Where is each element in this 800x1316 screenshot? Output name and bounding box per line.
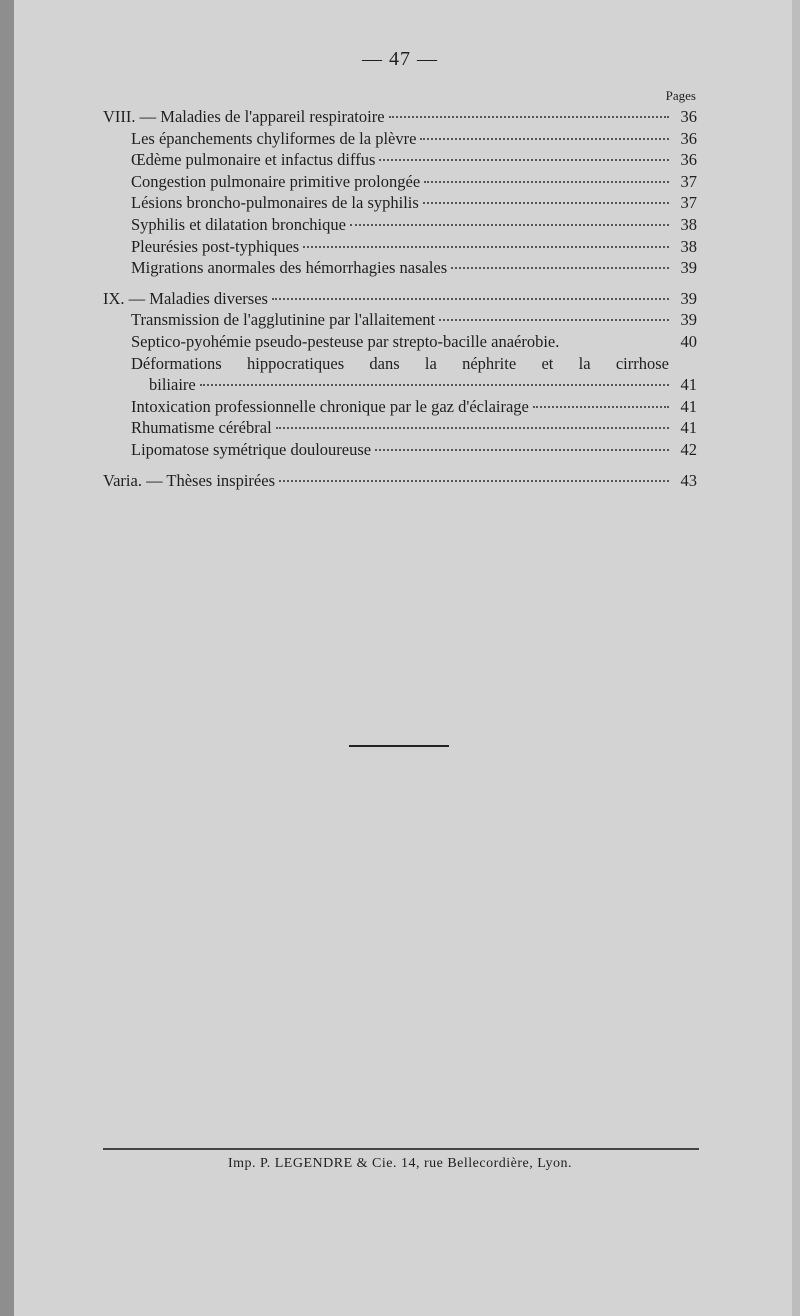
title-word: dans (369, 353, 400, 373)
toc-entry-page: 36 (680, 107, 697, 126)
dot-leader (424, 181, 669, 183)
toc-entry-page: 37 (680, 171, 697, 191)
dot-leader (389, 116, 669, 118)
toc-entry-page: 40 (680, 331, 697, 351)
toc-entry-title: Intoxication professionnelle chronique par le gaz d'éclairage (131, 396, 529, 416)
title-word: la (424, 353, 437, 373)
toc-entry-page: 39 (680, 258, 697, 278)
toc-entry (103, 236, 697, 258)
toc-entry-page: 38 (680, 236, 697, 256)
toc-chapter-varia (103, 470, 697, 492)
toc-chapter-ix (103, 288, 697, 310)
dot-leader (439, 319, 669, 321)
footer-rule (103, 1148, 699, 1150)
toc-entry (103, 257, 697, 279)
dot-leader (276, 427, 669, 429)
toc-entry-title: Transmission de l'agglutinine par l'allaitement (131, 310, 436, 330)
toc-entry (103, 128, 697, 150)
toc-entry-page: 38 (680, 214, 697, 234)
toc-entry-title: VIII. — Maladies de l'appareil respiratoire (103, 107, 385, 126)
toc-entry (103, 417, 697, 439)
toc-entry-title: Rhumatisme cérébral (131, 418, 272, 438)
toc-entry-title: Lésions broncho-pulmonaires de la syphilis (131, 193, 419, 213)
toc-entry (103, 439, 697, 461)
dot-leader (375, 449, 669, 451)
printer-imprint: Imp. P. LEGENDRE & Cie. 14, rue Bellecordière, Lyon. (227, 1156, 573, 1171)
title-word: cirrhose (615, 353, 669, 373)
toc-entry-title: Les épanchements chyliformes de la plèvre (131, 128, 417, 148)
dot-leader (420, 138, 669, 140)
dot-leader (350, 224, 669, 226)
toc-entry-page: 39 (680, 288, 697, 308)
toc-entry-title: Migrations anormales des hémorrhagies nasales (131, 258, 448, 278)
toc-entry-page: 41 (680, 375, 697, 395)
title-word: hippocratiques (247, 353, 345, 373)
page-number: — 47 — (362, 48, 438, 70)
dot-leader (379, 159, 669, 161)
toc-entry (103, 309, 697, 331)
toc-entry-page: 36 (680, 150, 697, 170)
toc-entry (103, 149, 697, 171)
toc-entry-title: Syphilis et dilatation bronchique (131, 214, 346, 234)
dot-leader (200, 384, 669, 386)
toc-entry-title: Lipomatose symétrique douloureuse (131, 439, 372, 459)
toc-entry-page: 41 (680, 418, 697, 438)
toc-entry (103, 214, 697, 236)
center-divider (349, 745, 449, 747)
toc-entry (103, 396, 697, 418)
dot-leader (423, 202, 669, 204)
toc-chapter-viii (103, 106, 697, 128)
pages-column-header: Pages (665, 88, 696, 103)
dot-leader (451, 267, 669, 269)
toc-entry-title: Œdème pulmonaire et infactus diffus (131, 150, 376, 170)
toc-entry (103, 171, 697, 193)
toc-entry-title-line2 (131, 374, 697, 396)
toc-entry-title: Septico-pyohémie pseudo-pesteuse par strepto-bacille anaérobie. (131, 331, 560, 351)
toc-entry-continuation: biliaire (149, 375, 196, 395)
toc-entry-wrapped (103, 353, 697, 396)
table-of-contents (103, 106, 697, 491)
toc-entry (103, 331, 697, 353)
toc-entry-title-line1 (131, 353, 697, 375)
toc-entry (103, 192, 697, 214)
scan-edge-right (792, 0, 800, 1316)
dot-leader (279, 480, 669, 482)
dot-leader (533, 406, 669, 408)
toc-entry-page: 36 (680, 128, 697, 148)
toc-entry-page: 43 (680, 470, 697, 490)
toc-entry-title: Pleurésies post-typhiques (131, 236, 300, 256)
toc-entry-page: 42 (680, 439, 697, 459)
title-word: Déformations (131, 353, 222, 373)
toc-entry-title: Congestion pulmonaire primitive prolongée (131, 171, 421, 191)
title-word: et (541, 353, 554, 373)
dot-leader (303, 246, 669, 248)
toc-entry-page: 37 (680, 193, 697, 213)
toc-entry-page: 39 (680, 310, 697, 330)
dot-leader (272, 298, 669, 300)
toc-entry-title: IX. — Maladies diverses (103, 288, 268, 308)
title-word: néphrite (462, 353, 517, 373)
toc-entry-title: Varia. — Thèses inspirées (103, 470, 275, 490)
toc-entry-page: 41 (680, 396, 697, 416)
title-word: la (578, 353, 591, 373)
scan-edge-left (0, 0, 14, 1316)
